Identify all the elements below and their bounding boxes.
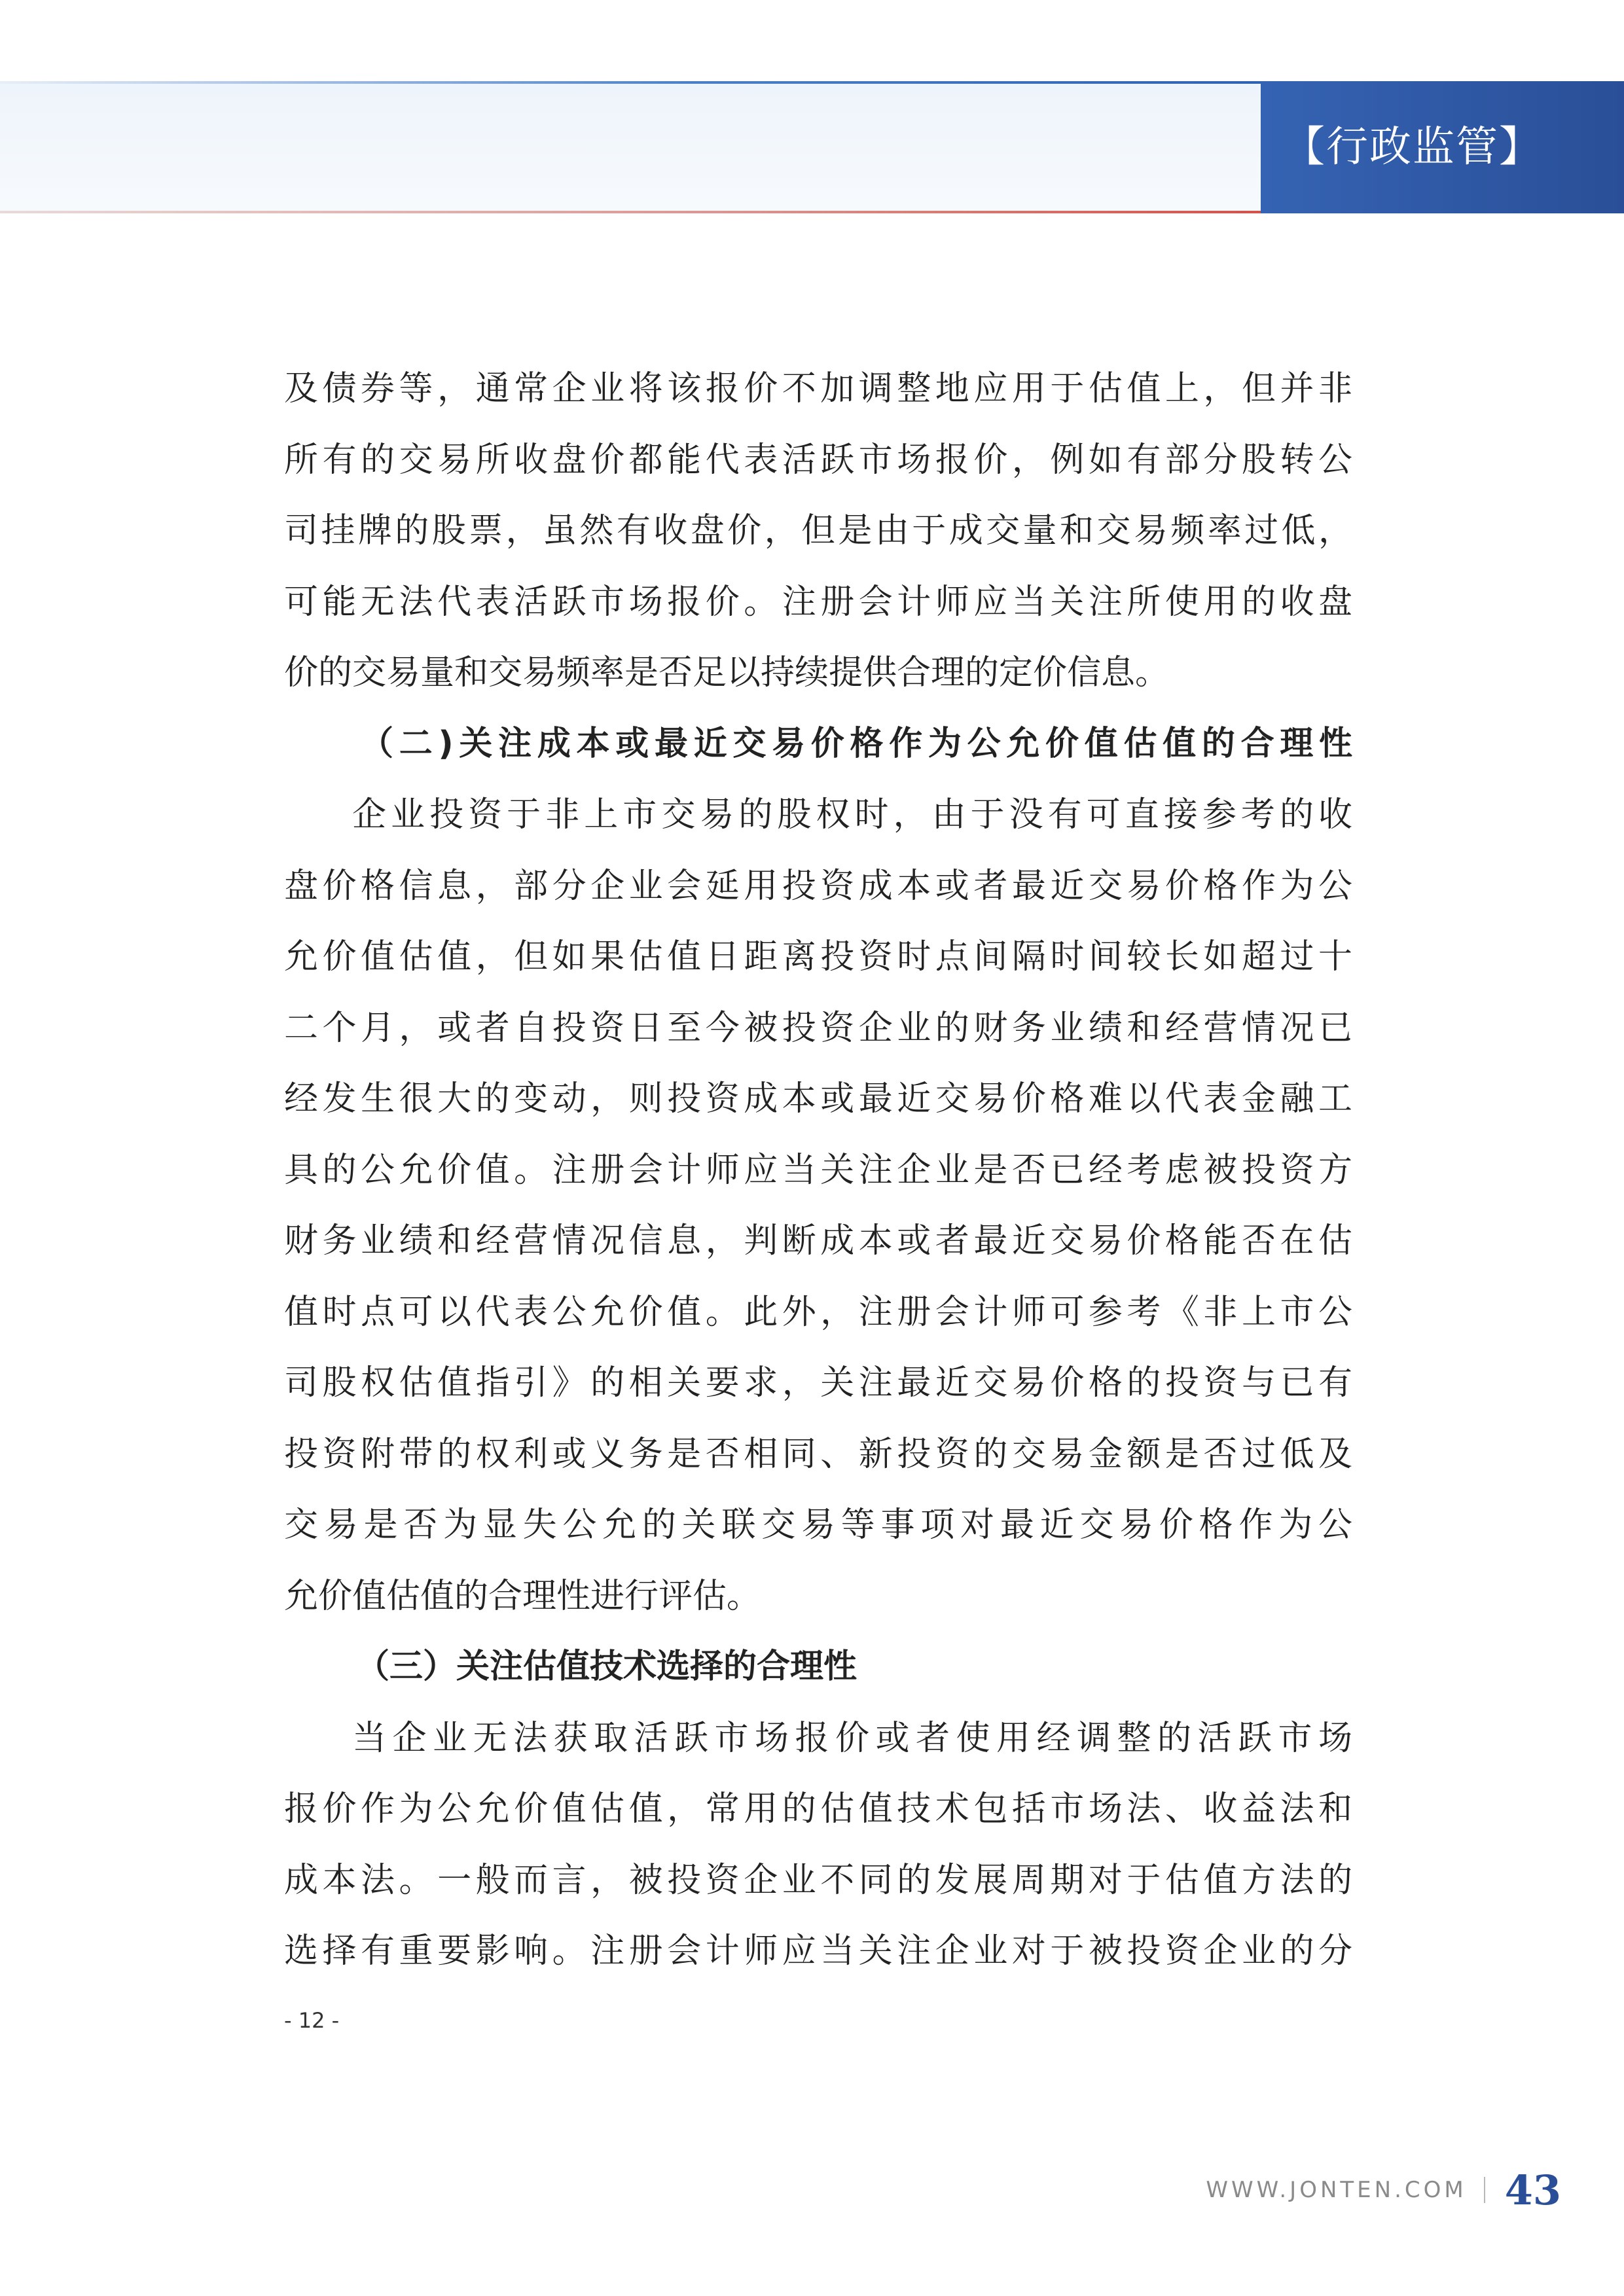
paragraph-line: 财务业绩和经营情况信息，判断成本或者最近交易价格能否在估 xyxy=(284,1221,1352,1261)
paragraph-line: 司股权估值指引》的相关要求，关注最近交易价格的投资与已有 xyxy=(284,1363,1352,1403)
paragraph-line: 交易是否为显失公允的关联交易等事项对最近交易价格作为公 xyxy=(284,1505,1352,1545)
paragraph-line: 允价值估值，但如果估值日距离投资时点间隔时间较长如超过十 xyxy=(284,937,1352,977)
paragraph-line: 可能无法代表活跃市场报价。注册会计师应当关注所使用的收盘 xyxy=(284,582,1352,622)
paragraph-line: 成本法。一般而言，被投资企业不同的发展周期对于估值方法的 xyxy=(284,1860,1352,1900)
paragraph-line: 盘价格信息，部分企业会延用投资成本或者最近交易价格作为公 xyxy=(284,866,1352,906)
paragraph-line: 具的公允价值。注册会计师应当关注企业是否已经考虑被投资方 xyxy=(284,1150,1352,1190)
section-heading-2: （二)关注成本或最近交易价格作为公允价值估值的合理性 xyxy=(360,724,1352,763)
website-link[interactable]: WWW.JONTEN.COM xyxy=(1206,2177,1467,2203)
paragraph-line: 选择有重要影响。注册会计师应当关注企业对于被投资企业的分 xyxy=(284,1931,1352,1971)
section-tag: 【行政监管】 xyxy=(1261,81,1624,213)
page-number: 43 xyxy=(1504,2166,1561,2214)
paragraph-line: 当企业无法获取活跃市场报价或者使用经调整的活跃市场 xyxy=(352,1718,1352,1758)
footer-divider xyxy=(1484,2177,1485,2203)
footer xyxy=(1206,2164,1561,2216)
paragraph-line: 值时点可以代表公允价值。此外，注册会计师可参考《非上市公 xyxy=(284,1292,1352,1332)
paragraph-line: 经发生很大的变动，则投资成本或最近交易价格难以代表金融工 xyxy=(284,1079,1352,1119)
paragraph-line: 所有的交易所收盘价都能代表活跃市场报价，例如有部分股转公 xyxy=(284,440,1352,480)
section-heading-3: （三）关注估值技术选择的合理性 xyxy=(356,1647,857,1686)
local-page-number: - 12 - xyxy=(284,2008,340,2033)
paragraph-line: 投资附带的权利或义务是否相同、新投资的交易金额是否过低及 xyxy=(284,1434,1352,1474)
paragraph-line: 及债券等，通常企业将该报价不加调整地应用于估值上，但并非 xyxy=(284,369,1352,408)
paragraph-line: 价的交易量和交易频率是否足以持续提供合理的定价信息。 xyxy=(284,653,1170,692)
paragraph-line: 二个月，或者自投资日至今被投资企业的财务业绩和经营情况已 xyxy=(284,1008,1352,1048)
paragraph-line: 允价值估值的合理性进行评估。 xyxy=(284,1576,761,1616)
paragraph-line: 企业投资于非上市交易的股权时，由于没有可直接参考的收 xyxy=(352,795,1352,834)
paragraph-line: 报价作为公允价值估值，常用的估值技术包括市场法、收益法和 xyxy=(284,1789,1352,1829)
paragraph-line: 司挂牌的股票，虽然有收盘价，但是由于成交量和交易频率过低， xyxy=(284,511,1352,550)
header-band xyxy=(0,84,1261,212)
article-body xyxy=(284,353,1352,1987)
header-red-line xyxy=(0,211,1261,213)
